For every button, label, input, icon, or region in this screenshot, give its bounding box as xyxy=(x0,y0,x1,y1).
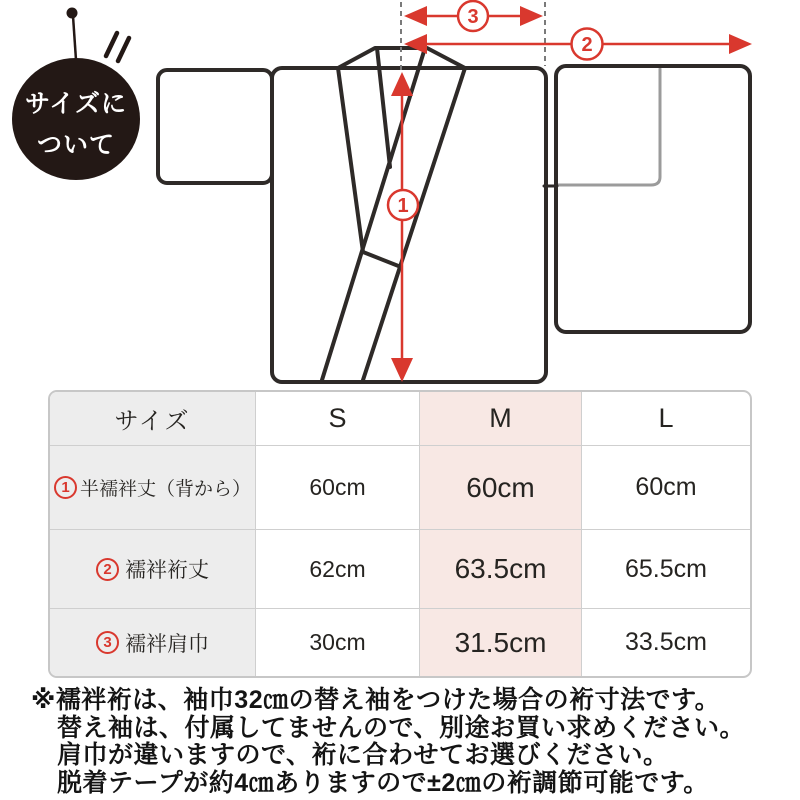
footnote-line-2: 替え袖は、付属してませんので、別途お買い求めください。 xyxy=(57,713,746,742)
header-size-label: サイズ xyxy=(50,392,256,446)
row-label-2 xyxy=(50,530,256,609)
collar-left-inner xyxy=(377,48,390,167)
body-panel xyxy=(272,68,546,382)
arrowhead-left xyxy=(404,34,427,54)
header-s: S xyxy=(256,392,420,446)
badge-circle xyxy=(12,58,140,180)
left-sleeve xyxy=(158,70,272,183)
value-1-s: 60cm xyxy=(256,446,420,530)
circled-number-2: 2 xyxy=(96,558,119,581)
value-3-s: 30cm xyxy=(256,609,420,676)
value-2-l: 65.5cm xyxy=(582,530,750,609)
arrowhead-right xyxy=(729,34,752,54)
accent-marks-icon xyxy=(106,33,129,61)
value-2-m: 63.5cm xyxy=(420,530,582,609)
badge-pin-dot xyxy=(67,8,78,19)
arrowhead-up xyxy=(391,72,413,96)
attached-sleeve-line xyxy=(557,69,660,185)
header-l: L xyxy=(582,392,750,446)
value-2-s: 62cm xyxy=(256,530,420,609)
right-sleeve xyxy=(556,66,750,332)
circled-number-1: 1 xyxy=(54,476,77,499)
value-1-l: 60cm xyxy=(582,446,750,530)
value-3-l: 33.5cm xyxy=(625,628,707,656)
kimono-outline xyxy=(158,48,750,382)
footnote-line-3: 肩巾が違いますので、裄に合わせてお選びください。 xyxy=(57,741,669,769)
circled-number-3: 3 xyxy=(96,631,119,654)
size-table xyxy=(48,390,752,678)
footnotes xyxy=(31,687,795,797)
arrow1-label: 1 xyxy=(397,195,409,217)
measure-arrow-3 xyxy=(404,1,543,31)
arrowhead-right xyxy=(520,6,543,26)
arrowhead-left xyxy=(404,6,427,26)
badge-line1: サイズに xyxy=(24,90,128,118)
arrowhead-down xyxy=(391,358,413,382)
badge-line2: ついて xyxy=(36,131,116,159)
row-label-text: 襦袢裄丈 xyxy=(125,559,209,582)
measure-arrow-2 xyxy=(404,29,752,60)
kimono-size-diagram xyxy=(0,0,800,390)
arrow3-label: 3 xyxy=(467,6,479,28)
value-3-m: 31.5cm xyxy=(420,609,582,676)
header-m: M xyxy=(420,392,582,446)
row-label-text: 半襦袢丈（背から） xyxy=(79,479,251,500)
badge-pin xyxy=(73,16,76,60)
arrow2-label: 2 xyxy=(581,34,593,56)
size-badge xyxy=(12,8,140,181)
row-label-text: 襦袢肩巾 xyxy=(125,632,209,656)
row-label-3 xyxy=(50,609,256,676)
footnote-line-1: ※襦袢裄は、袖巾32㎝の替え袖をつけた場合の裄寸法です。 xyxy=(31,686,721,714)
collar-right-outer xyxy=(363,68,465,380)
row-label-1 xyxy=(50,446,256,530)
footnote-line-4: 脱着テープが約4㎝ありますので±2㎝の裄調節可能です。 xyxy=(57,768,709,797)
value-1-m: 60cm xyxy=(420,446,582,530)
